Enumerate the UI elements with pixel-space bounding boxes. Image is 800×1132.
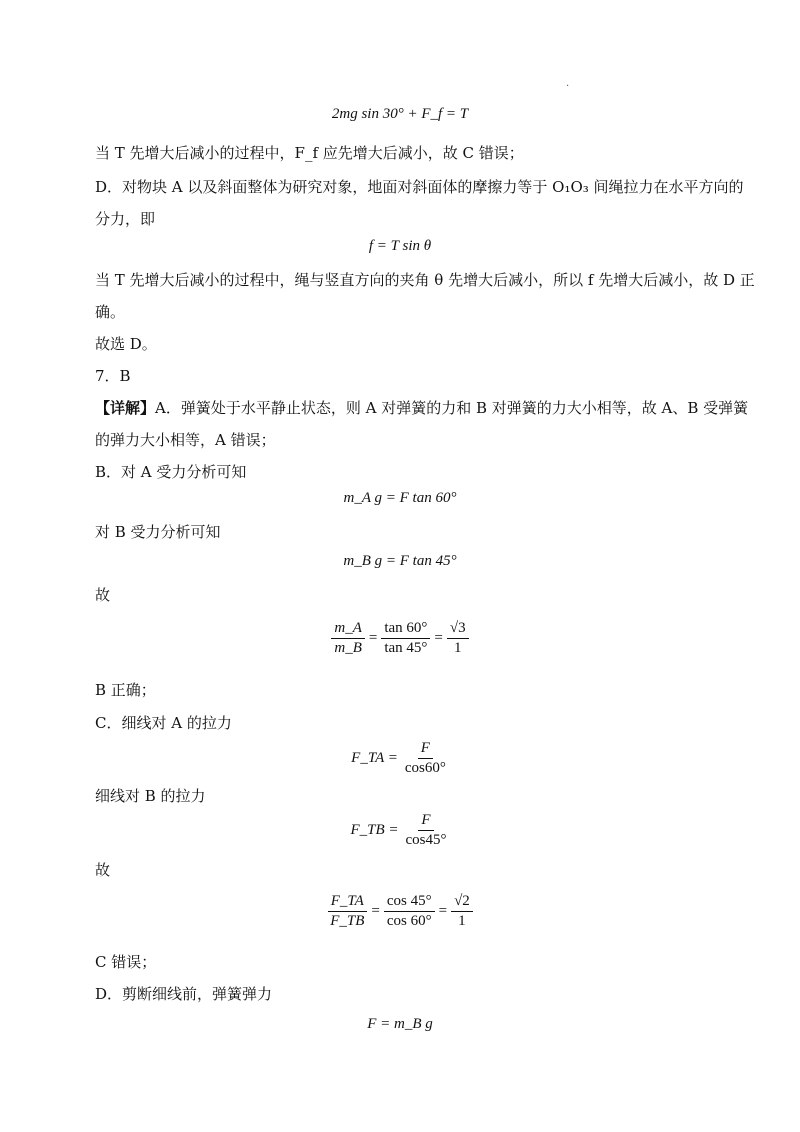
text-line-1: 当 T 先增大后减小的过程中，F_f 应先增大后减小，故 C 错误； <box>95 144 524 162</box>
text-line-13: B 正确； <box>95 681 156 699</box>
eq5-rhs-num: √3 <box>447 620 469 639</box>
eq5-lhs-num: m_A <box>331 620 365 639</box>
eq5-mid-den: tan 45° <box>384 640 428 656</box>
text-line-8 <box>95 398 748 418</box>
text-line-8-body: A．弹簧处于水平静止状态，则 A 对弹簧的力和 B 对弹簧的力大小相等，故 A、B 受弹簧 <box>155 399 749 417</box>
eq7-num: F <box>418 812 433 831</box>
equation-7 <box>0 812 800 849</box>
text-line-5: 确。 <box>95 303 126 321</box>
eq5-mid-num: tan 60° <box>381 620 430 639</box>
eq6-den: cos60° <box>404 760 446 776</box>
eq8-lhs-num: F_TA <box>328 893 367 912</box>
text-line-4: 当 T 先增大后减小的过程中，绳与竖直方向的夹角 θ 先增大后减小，所以 f 先增大后减小，故 D 正 <box>95 271 755 289</box>
eq5-rhs-den: 1 <box>454 640 462 656</box>
equation-1: 2mg sin 30° + F_f = T <box>331 106 469 122</box>
equation-6 <box>0 740 800 777</box>
equation-5: $\frac{m\_A}{m\_B}$ = $\frac{\tan 60^\circ}{\tan 45^\circ}$ = $\frac{√3}{1}$ <box>0 620 800 657</box>
page-mark: . <box>566 78 570 89</box>
text-line-10: B．对 A 受力分析可知 <box>95 463 247 481</box>
eq5-lhs-den: m_B <box>334 640 362 656</box>
eq6-lhs: F_TA = <box>351 750 398 766</box>
equation-9: F = m_B g <box>367 1016 433 1032</box>
text-line-12: 故 <box>95 586 111 604</box>
text-line-11: 对 B 受力分析可知 <box>95 523 221 541</box>
eq7-den: cos45° <box>405 832 447 848</box>
text-line-17: C 错误； <box>95 953 157 971</box>
eq8-rhs-num: √2 <box>451 893 473 912</box>
equation-3: m_A g = F tan 60° <box>343 490 457 506</box>
text-line-2: D．对物块 A 以及斜面整体为研究对象，地面对斜面体的摩擦力等于 O₁O₃ 间绳拉力在水平方向的 <box>95 178 744 196</box>
equation-2: f = T sin θ <box>368 238 432 254</box>
equation-8: $\frac{F\_TA}{F\_TB}$ = $\frac{\cos 45^\circ}{\cos 60^\circ}$ = $\frac{√2}{1}$ <box>0 893 800 930</box>
eq8-lhs-den: F_TB <box>330 913 365 929</box>
text-line-9: 的弹力大小相等，A 错误； <box>95 431 276 449</box>
detail-tag: 【详解】 <box>95 399 156 417</box>
eq8-mid-den: cos 60° <box>386 913 432 929</box>
text-line-14: C．细线对 A 的拉力 <box>95 714 232 732</box>
text-line-18: D．剪断细线前，弹簧弹力 <box>95 985 273 1003</box>
eq8-mid-num: cos 45° <box>384 893 435 912</box>
eq7-lhs: F_TB = <box>350 822 399 838</box>
text-line-3: 分力，即 <box>95 210 156 228</box>
text-line-15: 细线对 B 的拉力 <box>95 787 206 805</box>
question-number: 7．B <box>95 367 131 385</box>
eq8-rhs-den: 1 <box>458 913 466 929</box>
text-line-16: 故 <box>95 861 111 879</box>
text-line-6: 故选 D。 <box>95 335 157 353</box>
eq6-num: F <box>418 740 433 759</box>
equation-4: m_B g = F tan 45° <box>343 553 457 569</box>
